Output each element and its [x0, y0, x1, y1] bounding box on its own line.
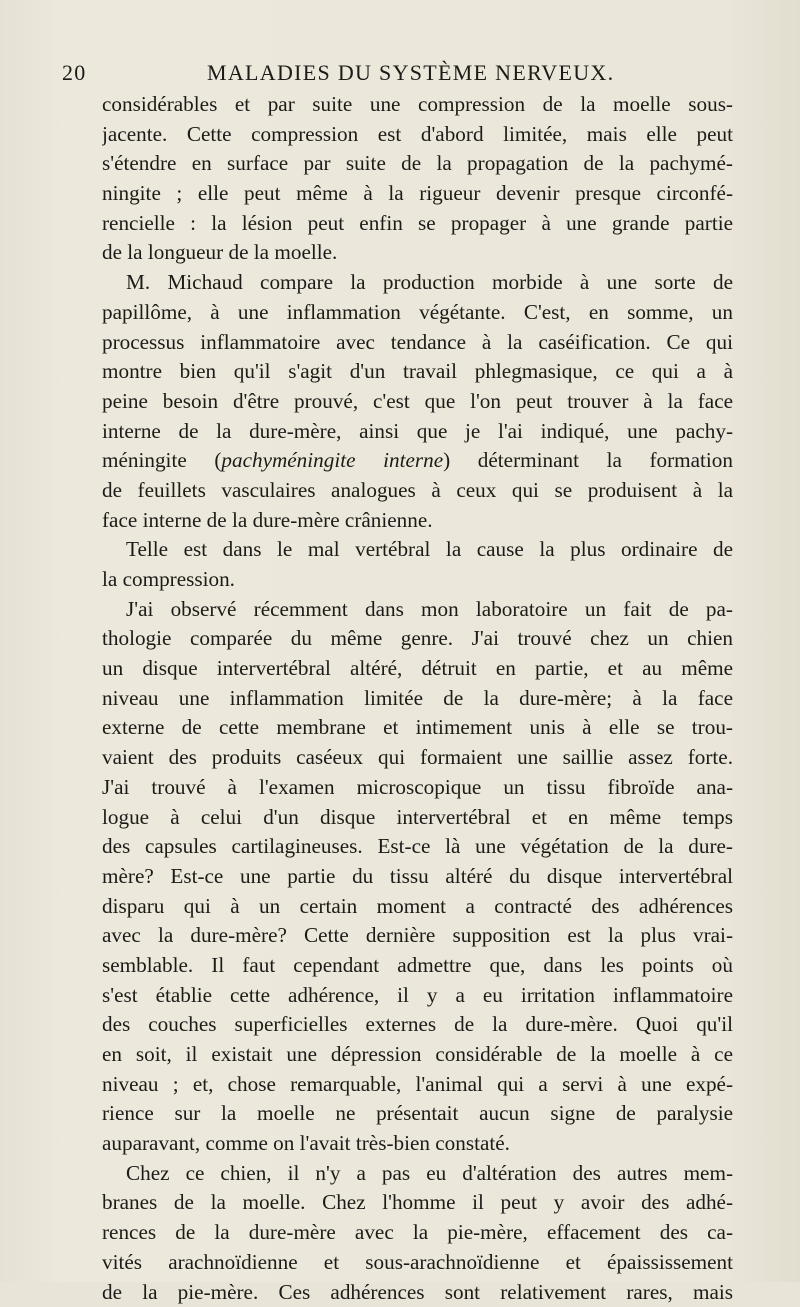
- text-line: [102, 446, 733, 476]
- text-line: [102, 951, 733, 981]
- text-line: [102, 179, 733, 209]
- text-line-content: vaient des produits caséeux qui formaient une saillie assez forte.: [102, 745, 733, 769]
- text-line-content: semblable. Il faut cependant admettre que, dans les points où: [102, 953, 733, 977]
- text-line-content: rencielle : la lésion peut enfin se propager à une grande partie: [102, 211, 733, 235]
- text-line: [102, 120, 733, 150]
- text-line-continuation: ) déterminant la formation: [443, 448, 733, 472]
- text-line-content: rences de la dure-mère avec la pie-mère, effacement des ca-: [102, 1220, 733, 1244]
- text-line: [102, 773, 733, 803]
- text-line-content: méningite (: [102, 448, 221, 472]
- text-line-content: jacente. Cette compression est d'abord limitée, mais elle peut: [102, 122, 733, 146]
- text-line: [102, 1159, 733, 1189]
- text-line: [102, 476, 733, 506]
- text-line: [102, 1040, 733, 1070]
- text-line: [102, 1188, 733, 1218]
- text-line-content: en soit, il existait une dépression considérable de la moelle à ce: [102, 1042, 733, 1066]
- text-line-content: vités arachnoïdienne et sous-arachnoïdienne et épaississement: [102, 1250, 733, 1274]
- text-line: [102, 328, 733, 358]
- text-line-content: processus inflammatoire avec tendance à la caséification. Ce qui: [102, 330, 733, 354]
- text-line-content: rience sur la moelle ne présentait aucun signe de paralysie: [102, 1101, 733, 1125]
- text-line-content: M. Michaud compare la production morbide à une sorte de: [126, 270, 733, 294]
- text-line: [102, 892, 733, 922]
- text-line-content: interne de la dure-mère, ainsi que je l'ai indiqué, une pachy-: [102, 419, 733, 443]
- text-line: [102, 654, 733, 684]
- text-line: [102, 1010, 733, 1040]
- text-line: [102, 238, 733, 268]
- text-line: [102, 1248, 733, 1278]
- text-line: [102, 624, 733, 654]
- text-line: [102, 743, 733, 773]
- text-line: [102, 417, 733, 447]
- text-line-content: logue à celui d'un disque intervertébral et en même temps: [102, 805, 733, 829]
- text-line-content: la compression.: [102, 567, 235, 591]
- text-line: [102, 684, 733, 714]
- page-number: 20: [62, 60, 87, 86]
- running-title: MALADIES DU SYSTÈME NERVEUX.: [207, 60, 614, 86]
- text-line-content: s'étendre en surface par suite de la propagation de la pachymé-: [102, 151, 733, 175]
- italic-term: pachyméningite interne: [221, 448, 443, 472]
- text-line: [102, 981, 733, 1011]
- text-line-content: externe de cette membrane et intimement unis à elle se trou-: [102, 715, 733, 739]
- text-line-content: J'ai trouvé à l'examen microscopique un tissu fibroïde ana-: [102, 775, 733, 799]
- text-line-content: thologie comparée du même genre. J'ai trouvé chez un chien: [102, 626, 733, 650]
- text-line: [102, 832, 733, 862]
- text-line-content: Telle est dans le mal vertébral la cause la plus ordinaire de: [126, 537, 733, 561]
- text-line: [102, 357, 733, 387]
- text-line: [102, 149, 733, 179]
- text-line-content: montre bien qu'il s'agit d'un travail phlegmasique, ce qui a à: [102, 359, 733, 383]
- text-line: [102, 506, 733, 536]
- text-line-content: de la pie-mère. Ces adhérences sont relativement rares, mais: [102, 1280, 733, 1304]
- text-line: [102, 1099, 733, 1129]
- text-line-content: face interne de la dure-mère crânienne.: [102, 508, 433, 532]
- text-line: [102, 1218, 733, 1248]
- text-line-content: mère? Est-ce une partie du tissu altéré du disque intervertébral: [102, 864, 733, 888]
- text-line-content: disparu qui à un certain moment a contracté des adhérences: [102, 894, 733, 918]
- text-line: [102, 565, 733, 595]
- text-line: [102, 803, 733, 833]
- text-line-content: un disque intervertébral altéré, détruit en partie, et au même: [102, 656, 733, 680]
- text-line: [102, 1129, 733, 1159]
- text-line-content: de la longueur de la moelle.: [102, 240, 337, 264]
- text-line: [102, 90, 733, 120]
- text-line: [102, 595, 733, 625]
- text-line: [102, 713, 733, 743]
- text-line-content: considérables et par suite une compression de la moelle sous-: [102, 92, 733, 116]
- text-line-content: niveau une inflammation limitée de la dure-mère; à la face: [102, 686, 733, 710]
- page-header: [62, 60, 752, 92]
- text-line-content: peine besoin d'être prouvé, c'est que l'on peut trouver à la face: [102, 389, 733, 413]
- text-line: [102, 298, 733, 328]
- text-line-content: papillôme, à une inflammation végétante. C'est, en somme, un: [102, 300, 733, 324]
- text-line-content: des capsules cartilagineuses. Est-ce là une végétation de la dure-: [102, 834, 733, 858]
- text-line-content: J'ai observé récemment dans mon laboratoire un fait de pa-: [126, 597, 733, 621]
- text-line: [102, 921, 733, 951]
- text-line-content: de feuillets vasculaires analogues à ceux qui se produisent à la: [102, 478, 733, 502]
- text-line: [102, 535, 733, 565]
- text-line: [102, 862, 733, 892]
- body-text: [102, 90, 733, 1307]
- text-line: [102, 1070, 733, 1100]
- text-line-content: Chez ce chien, il n'y a pas eu d'altération des autres mem-: [126, 1161, 733, 1185]
- text-line-content: niveau ; et, chose remarquable, l'animal qui a servi à une expé-: [102, 1072, 733, 1096]
- text-line-content: des couches superficielles externes de la dure-mère. Quoi qu'il: [102, 1012, 733, 1036]
- text-line-content: branes de la moelle. Chez l'homme il peut y avoir des adhé-: [102, 1190, 733, 1214]
- text-line-content: s'est établie cette adhérence, il y a eu irritation inflammatoire: [102, 983, 733, 1007]
- text-line: [102, 387, 733, 417]
- text-line-content: auparavant, comme on l'avait très-bien constaté.: [102, 1131, 510, 1155]
- text-line: [102, 209, 733, 239]
- text-line: [102, 268, 733, 298]
- text-line-content: ningite ; elle peut même à la rigueur devenir presque circonfé-: [102, 181, 733, 205]
- text-line-content: avec la dure-mère? Cette dernière supposition est la plus vrai-: [102, 923, 733, 947]
